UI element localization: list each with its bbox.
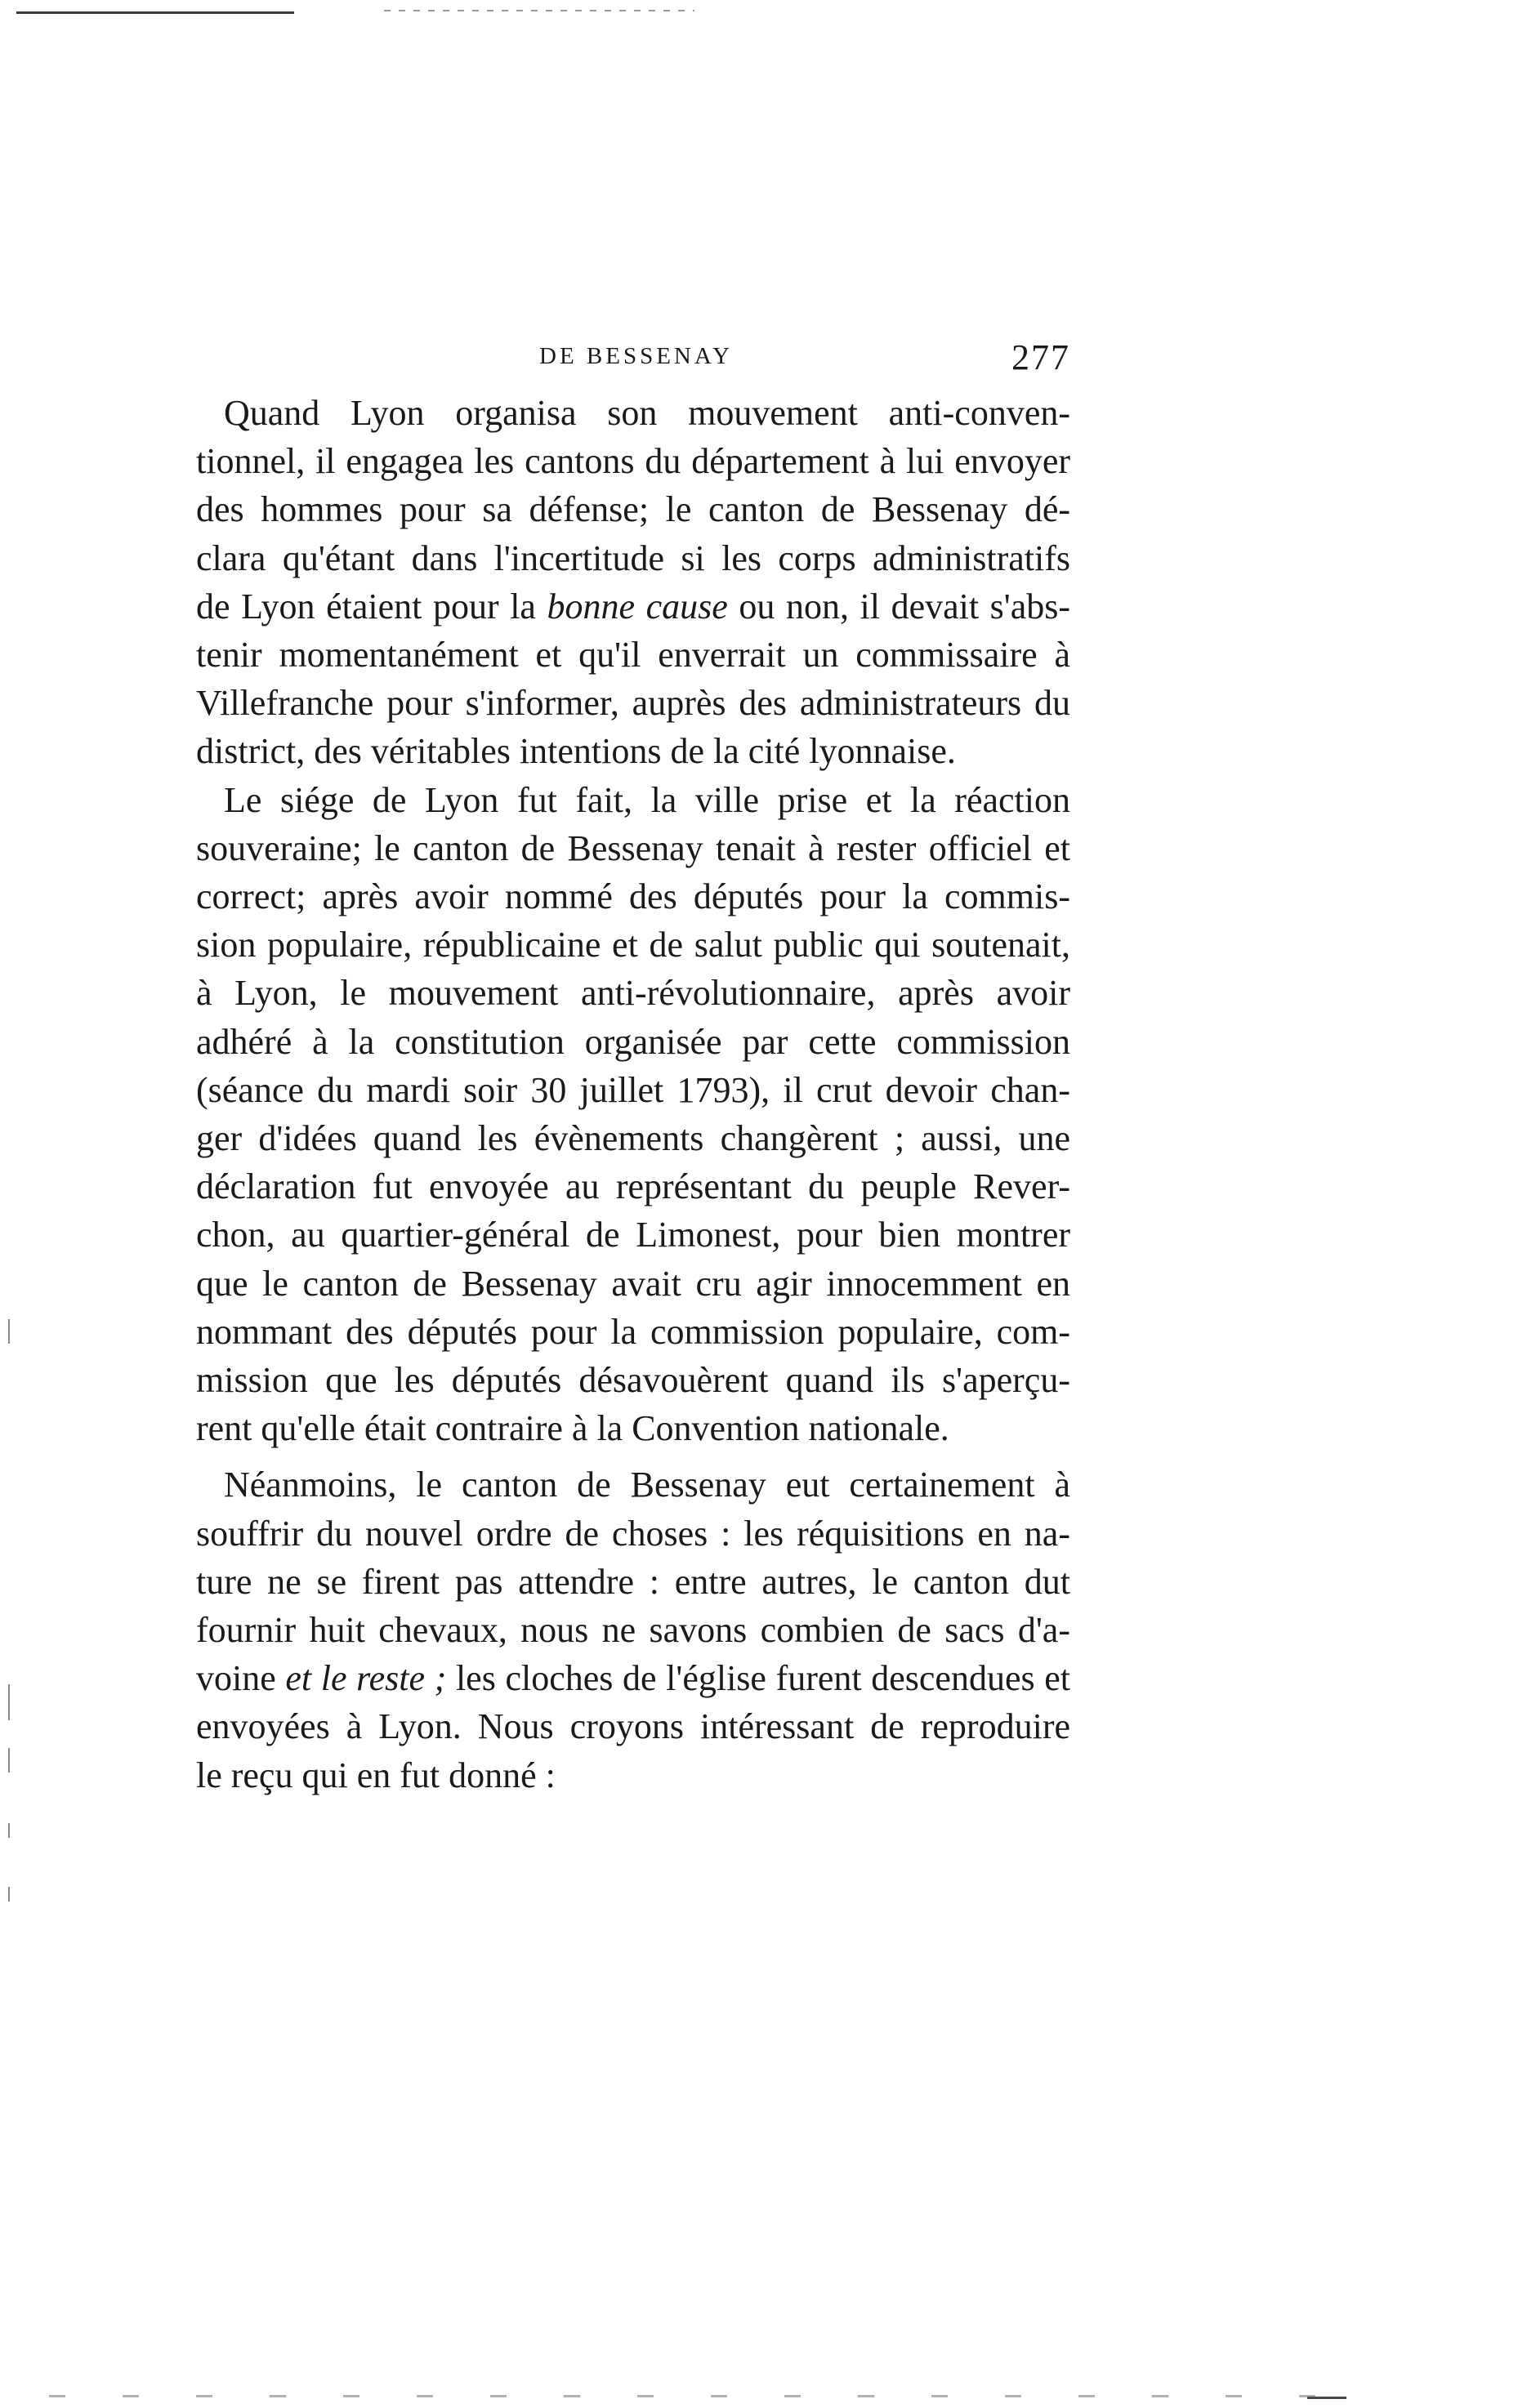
text-line: chon, au quartier-général de Limonest, pour bien montrer — [196, 1215, 1070, 1255]
text-line: souveraine; le canton de Bessenay tenait à rester officiel et — [196, 827, 1070, 868]
text-line: rent qu'elle était contraire à la Convention nationale. — [196, 1408, 949, 1449]
text-line: (séance du mardi soir 30 juillet 1793), il crut devoir chan- — [196, 1069, 1070, 1110]
text-body — [196, 389, 1070, 1799]
text-line: Néanmoins, le canton de Bessenay eut certainement à — [224, 1465, 1070, 1505]
text-run: ou non, il devait s'abs- — [727, 586, 1071, 627]
margin-scan-tick — [8, 1684, 10, 1720]
text-line: souffrir du nouvel ordre de choses : les réquisitions en na- — [196, 1513, 1070, 1554]
text-line: le reçu qui en fut donné : — [196, 1755, 556, 1795]
text-line: des hommes pour sa défense; le canton de Bessenay dé- — [196, 489, 1070, 530]
text-line: district, des véritables intentions de la cité lyonnaise. — [196, 731, 956, 772]
text-line — [196, 582, 1070, 631]
running-title: DE BESSENAY — [539, 343, 734, 369]
text-line: envoyées à Lyon. Nous croyons intéressant de reproduire — [196, 1706, 1070, 1747]
text-line: ger d'idées quand les évènements changèrent ; aussi, une — [196, 1118, 1070, 1159]
text-line: que le canton de Bessenay avait cru agir innocemment en — [196, 1263, 1070, 1304]
page-number: 277 — [1011, 337, 1070, 377]
text-line: Quand Lyon organisa son mouvement anti-conven- — [224, 393, 1070, 433]
text-line: Le siége de Lyon fut fait, la ville prise et la réaction — [224, 779, 1070, 820]
scan-edge-mark-top-left — [16, 11, 294, 14]
margin-scan-tick — [8, 1823, 10, 1838]
text-line: clara qu'étant dans l'incertitude si les corps administratifs — [196, 537, 1070, 578]
scan-edge-bar-bottom-right — [1307, 2397, 1346, 2399]
running-head — [196, 337, 1070, 386]
scan-edge-mark-top-right — [384, 10, 694, 11]
scan-edge-mark-bottom — [49, 2395, 1356, 2397]
text-line: adhéré à la constitution organisée par cette commission — [196, 1021, 1070, 1062]
margin-scan-tick — [8, 1748, 10, 1773]
margin-scan-tick — [8, 1319, 10, 1344]
text-line: mission que les députés désavouèrent quand ils s'aperçu- — [196, 1360, 1070, 1401]
text-line — [196, 1654, 1070, 1702]
paragraph-2 — [196, 776, 1070, 1453]
paragraph-1 — [196, 389, 1070, 776]
text-run: de Lyon étaient pour la — [196, 586, 547, 627]
text-line: tenir momentanément et qu'il enverrait un commissaire à — [196, 635, 1070, 676]
text-run: les cloches de l'église furent descendues et — [446, 1658, 1070, 1699]
text-line: sion populaire, républicaine et de salut public qui soutenait, — [196, 925, 1070, 965]
text-line: Villefranche pour s'informer, auprès des administrateurs du — [196, 683, 1070, 724]
margin-scan-tick — [8, 1887, 10, 1902]
text-line: fournir huit chevaux, nous ne savons combien de sacs d'a- — [196, 1610, 1070, 1651]
italic-phrase: bonne cause — [547, 586, 728, 627]
text-line: tionnel, il engagea les cantons du département à lui envoyer — [196, 441, 1070, 482]
text-run: voine — [196, 1658, 286, 1699]
italic-phrase: et le reste ; — [285, 1658, 447, 1699]
paragraph-3 — [196, 1460, 1070, 1799]
text-line: correct; après avoir nommé des députés pour la commis- — [196, 876, 1070, 917]
text-line: à Lyon, le mouvement anti-révolutionnaire, après avoir — [196, 973, 1070, 1014]
text-line: déclaration fut envoyée au représentant du peuple Rever- — [196, 1166, 1070, 1207]
text-line: ture ne se firent pas attendre : entre autres, le canton dut — [196, 1561, 1070, 1602]
text-line: nommant des députés pour la commission populaire, com- — [196, 1311, 1070, 1352]
